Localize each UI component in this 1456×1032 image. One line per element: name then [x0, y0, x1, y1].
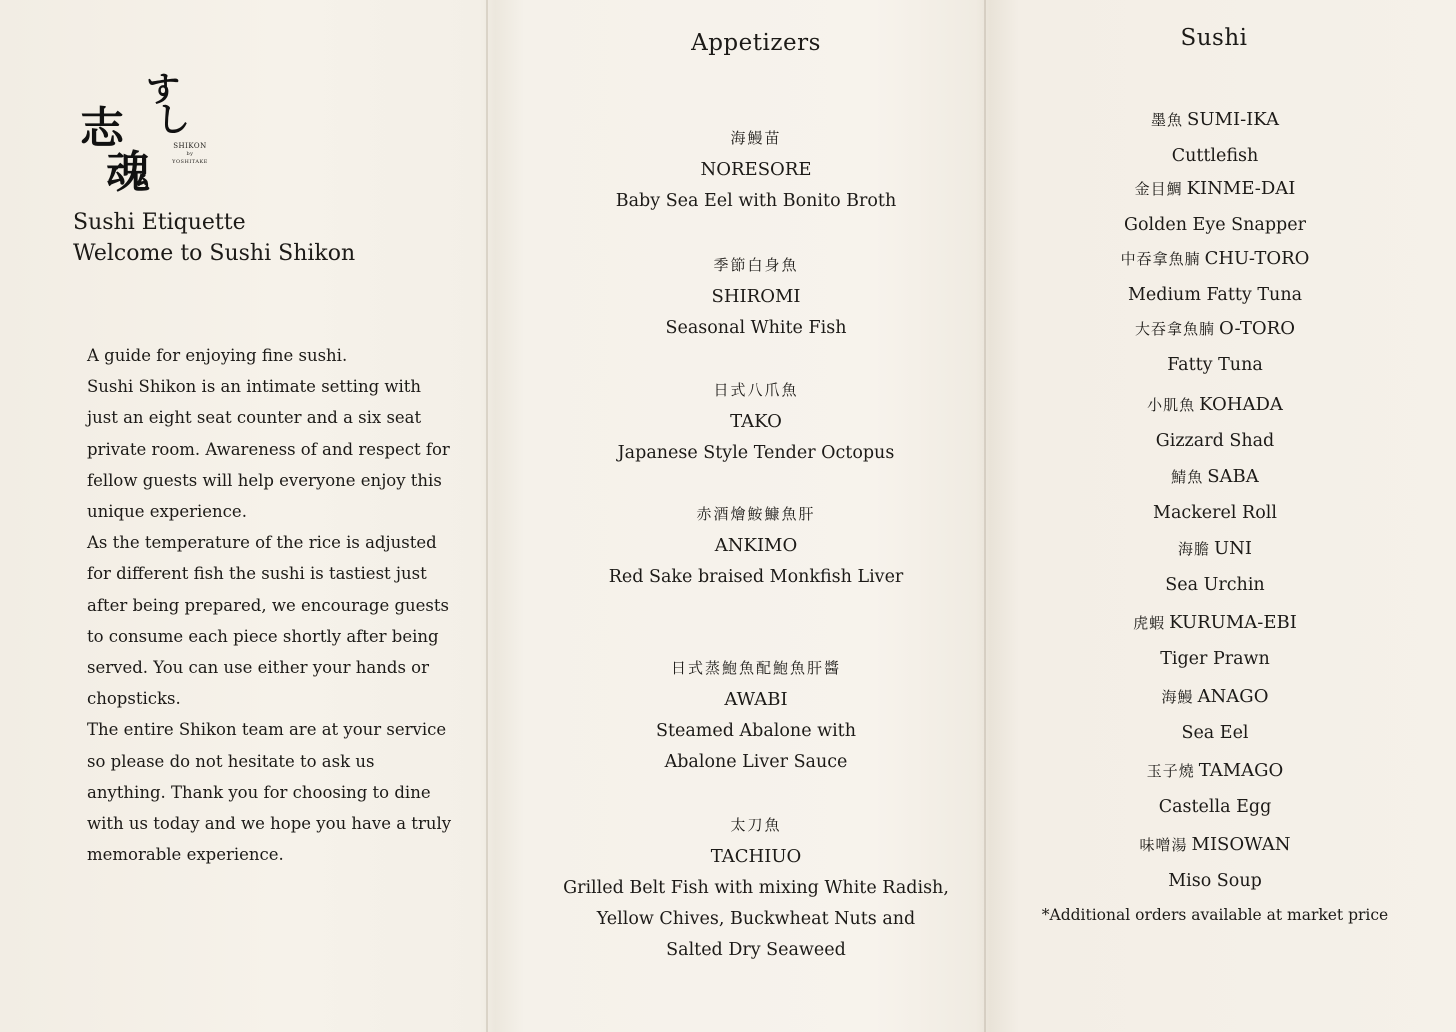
sushi-english-name: Fatty Tuna — [1167, 355, 1263, 375]
sushi-item — [1030, 107, 1400, 169]
appetizer-jp-name: 赤酒燴鮟鱇魚肝 — [696, 505, 816, 523]
appetizer-desc: Red Sake braised Monkfish Liver — [608, 567, 904, 587]
sushi-name: ANAGO — [1197, 686, 1269, 707]
appetizer-desc: Grilled Belt Fish with mixing White Radish, — [563, 878, 949, 898]
logo-brand-owner: YOSHITAKE — [172, 159, 208, 165]
appetizer-name: TAKO — [730, 411, 782, 432]
appetizer-item — [536, 253, 976, 344]
appetizer-jp-name: 季節白身魚 — [713, 256, 799, 274]
logo-brand-name: SHIKON — [173, 142, 207, 150]
guide-paragraph: The entire Shikon team are at your service so please do not hesitate to ask us anything. Thank you for choosing to dine with us today and we hope you have a truly memorable experience. — [87, 720, 452, 865]
appetizer-desc: Japanese Style Tender Octopus — [617, 443, 895, 463]
etiquette-guide — [87, 340, 452, 870]
appetizer-jp-name: 日式八爪魚 — [713, 381, 799, 399]
market-price-note: *Additional orders available at market price — [1041, 906, 1389, 924]
sushi-english-name: Medium Fatty Tuna — [1127, 285, 1303, 305]
sushi-item — [1030, 464, 1400, 526]
sushi-jp-name: 小肌魚 — [1147, 396, 1196, 414]
shikon-logo — [80, 62, 220, 198]
guide-paragraph: As the temperature of the rice is adjusted for different fish the sushi is tastiest just after being prepared, we encourage guests to consume each piece shortly after being served. You can use either your hands or chopsticks. — [87, 533, 449, 709]
sushi-item — [1030, 316, 1400, 378]
sushi-english-name: Sea Urchin — [1165, 575, 1265, 595]
sushi-item — [1030, 392, 1400, 454]
sushi-item — [1030, 536, 1400, 598]
logo-kanji: し — [156, 100, 190, 140]
sushi-name: KOHADA — [1199, 394, 1283, 415]
sushi-name: MISOWAN — [1191, 834, 1291, 855]
appetizer-desc: Abalone Liver Sauce — [664, 752, 848, 772]
appetizers-title: Appetizers — [691, 30, 821, 56]
appetizer-name: NORESORE — [700, 159, 812, 180]
appetizer-name: ANKIMO — [714, 535, 798, 556]
appetizer-desc: Baby Sea Eel with Bonito Broth — [615, 191, 897, 211]
appetizer-item — [536, 378, 976, 469]
sushi-jp-name: 海鰻 — [1161, 688, 1194, 706]
sushi-item — [1030, 246, 1400, 308]
sushi-name: TAMAGO — [1198, 760, 1284, 781]
sushi-name: SUMI-IKA — [1187, 109, 1279, 130]
sushi-item — [1030, 832, 1400, 894]
sushi-name: SABA — [1207, 466, 1259, 487]
sushi-item — [1030, 684, 1400, 746]
logo-brand-text — [170, 142, 210, 166]
sushi-english-name: Tiger Prawn — [1160, 649, 1270, 669]
sushi-english-name: Sea Eel — [1181, 723, 1249, 743]
sushi-name: KINME-DAI — [1186, 178, 1296, 199]
appetizer-name: SHIROMI — [711, 286, 801, 307]
sushi-jp-name: 海膽 — [1177, 540, 1210, 558]
logo-kanji: 魂 — [106, 147, 150, 198]
etiquette-title-line: Welcome to Sushi Shikon — [73, 241, 356, 266]
sushi-jp-name: 鯖魚 — [1171, 468, 1204, 486]
guide-paragraph: A guide for enjoying fine sushi. — [87, 346, 348, 365]
sushi-jp-name: 大吞拿魚腩 — [1135, 320, 1216, 338]
sushi-english-name: Castella Egg — [1158, 797, 1272, 817]
appetizer-item — [536, 502, 976, 593]
sushi-english-name: Gizzard Shad — [1155, 431, 1275, 451]
sushi-item — [1030, 176, 1400, 238]
sushi-item — [1030, 758, 1400, 820]
appetizer-desc: Seasonal White Fish — [665, 318, 847, 338]
logo-brand-by: by — [186, 151, 194, 157]
sushi-jp-name: 味噌湯 — [1139, 836, 1188, 854]
logo-kanji: 志 — [80, 103, 124, 154]
sushi-jp-name: 虎蝦 — [1133, 614, 1166, 632]
sushi-english-name: Golden Eye Snapper — [1124, 215, 1306, 235]
appetizer-jp-name: 海鰻苗 — [730, 129, 782, 147]
appetizer-desc: Salted Dry Seaweed — [666, 940, 846, 960]
sushi-english-name: Cuttlefish — [1171, 146, 1259, 166]
sushi-jp-name: 玉子燒 — [1146, 762, 1195, 780]
sushi-name: CHU-TORO — [1204, 248, 1310, 269]
etiquette-title — [73, 207, 355, 269]
sushi-english-name: Miso Soup — [1168, 871, 1262, 891]
fold-line — [486, 0, 488, 1032]
appetizer-item — [536, 126, 976, 217]
appetizer-desc: Yellow Chives, Buckwheat Nuts and — [596, 909, 916, 929]
appetizer-item — [536, 656, 976, 778]
sushi-title: Sushi — [1180, 25, 1248, 51]
sushi-jp-name: 墨魚 — [1151, 111, 1184, 129]
sushi-jp-name: 金目鯛 — [1134, 180, 1183, 198]
sushi-jp-name: 中吞拿魚腩 — [1120, 250, 1201, 268]
appetizer-jp-name: 日式蒸鮑魚配鮑魚肝醬 — [670, 659, 841, 677]
sushi-english-name: Mackerel Roll — [1153, 503, 1277, 523]
appetizer-desc: Steamed Abalone with — [655, 721, 856, 741]
sushi-item — [1030, 610, 1400, 672]
sushi-name: O-TORO — [1219, 318, 1295, 339]
logo-kanji: す — [146, 70, 180, 110]
etiquette-title-line: Sushi Etiquette — [73, 210, 246, 235]
appetizer-name: AWABI — [724, 689, 788, 710]
appetizer-item — [536, 813, 976, 966]
appetizer-jp-name: 太刀魚 — [730, 816, 782, 834]
sushi-name: KURUMA-EBI — [1169, 612, 1297, 633]
guide-paragraph: Sushi Shikon is an intimate setting with just an eight seat counter and a six seat private room. Awareness of and respect for fellow guests will help everyone enjoy this unique experience. — [87, 377, 450, 522]
sushi-name: UNI — [1213, 538, 1253, 559]
fold-line — [984, 0, 986, 1032]
appetizer-name: TACHIUO — [710, 846, 802, 867]
